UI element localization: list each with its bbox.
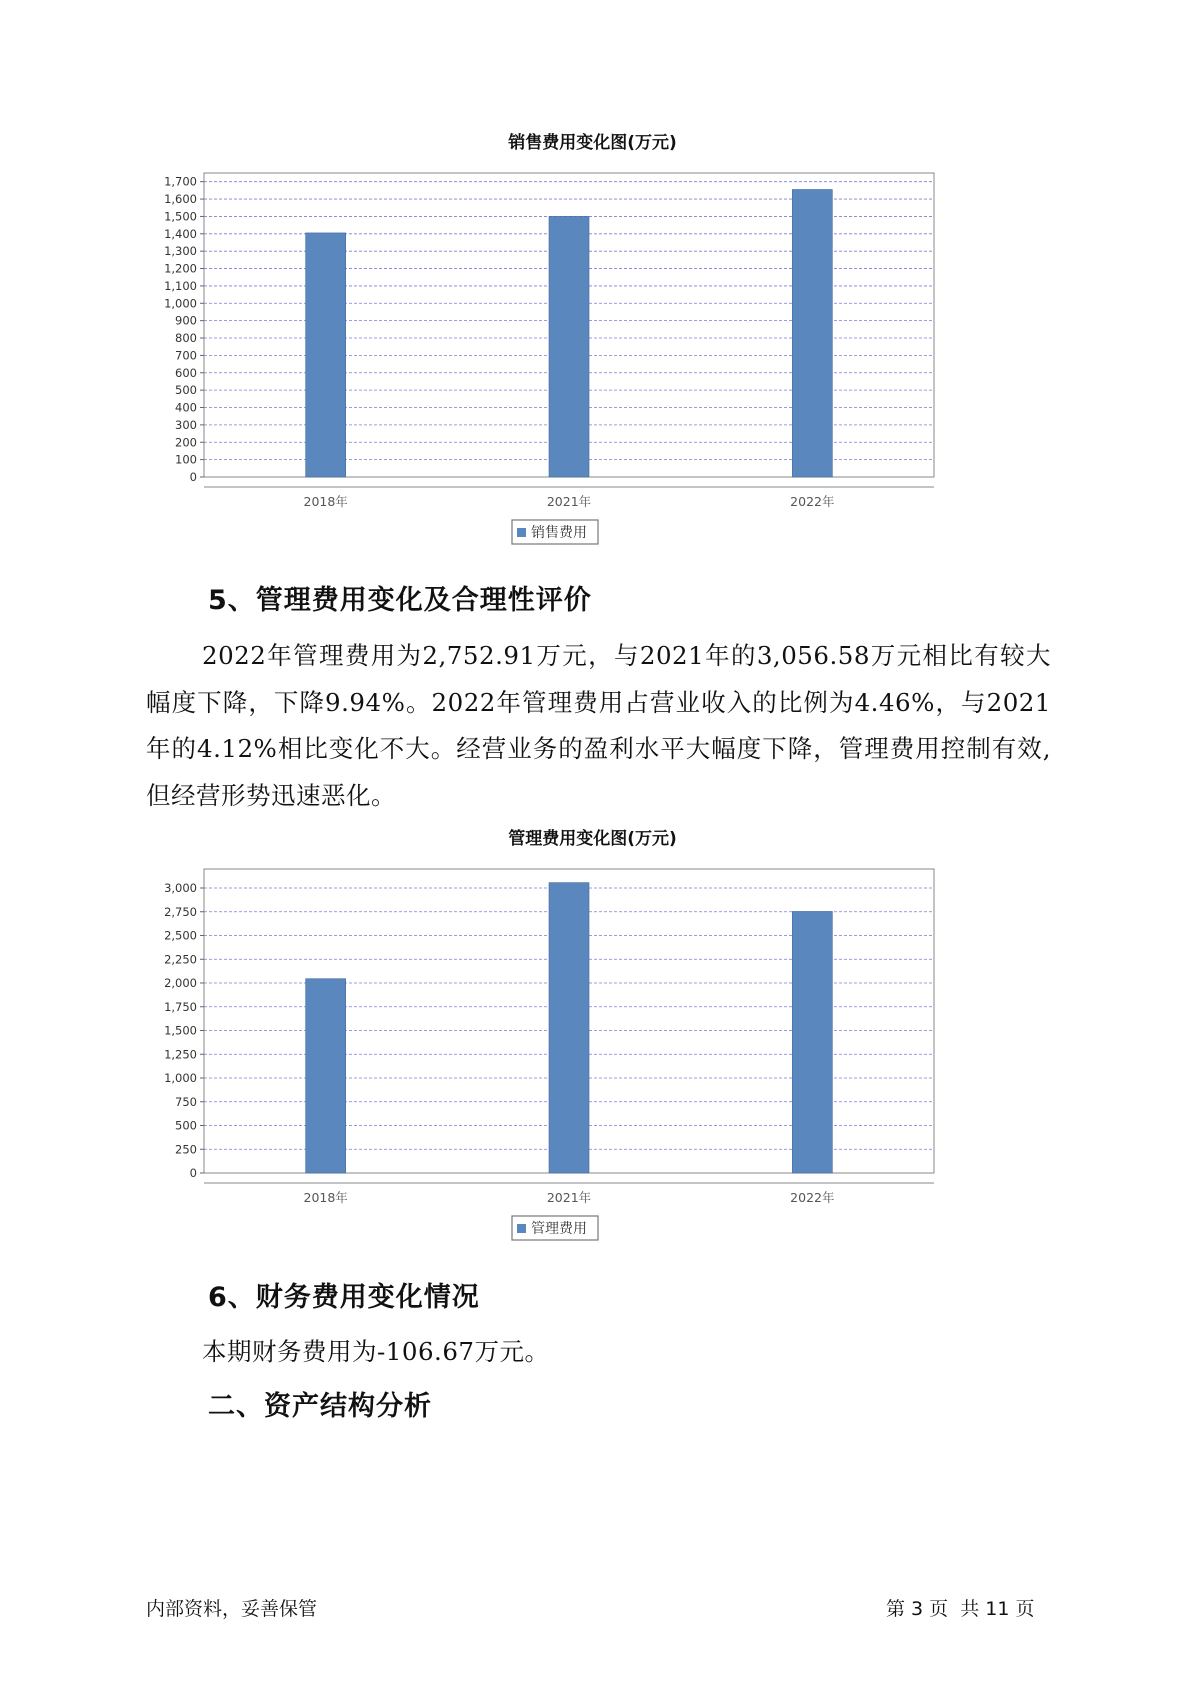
- legend: [512, 520, 598, 544]
- footer-left: 内部资料，妥善保管: [146, 1598, 318, 1620]
- y-tick-label: 0: [189, 1166, 197, 1180]
- y-tick-label: 750: [175, 1094, 197, 1109]
- bar: [549, 883, 589, 1173]
- y-tick-label: 1,500: [164, 1023, 197, 1038]
- legend-swatch: [517, 528, 526, 537]
- bar: [549, 216, 589, 477]
- x-tick-label: 2018年: [303, 494, 348, 509]
- y-tick-label: 200: [175, 435, 197, 450]
- y-tick-label: 250: [175, 1142, 197, 1157]
- section-6-title: 6、财务费用变化情况: [208, 1282, 480, 1313]
- y-tick-label: 100: [175, 452, 197, 467]
- x-tick-label: 2022年: [790, 1190, 835, 1205]
- x-tick-label: 2018年: [303, 1190, 348, 1205]
- x-tick-label: 2021年: [546, 494, 592, 509]
- y-tick-label: 500: [175, 383, 197, 398]
- bar: [306, 233, 346, 477]
- y-tick-label: 2,000: [164, 976, 197, 990]
- y-tick-label: 1,700: [164, 174, 197, 189]
- part-2-title: 二、资产结构分析: [208, 1391, 432, 1422]
- y-tick-label: 1,500: [164, 209, 197, 224]
- y-tick-label: 2,500: [164, 928, 197, 943]
- y-tick-label: 2,250: [164, 952, 197, 967]
- footer-right: 第 3 页 共 11 页: [886, 1598, 1035, 1620]
- y-tick-label: 300: [175, 417, 197, 432]
- y-tick-label: 900: [175, 313, 197, 328]
- bar: [792, 190, 832, 477]
- y-tick-label: 1,400: [164, 226, 197, 241]
- legend-label: 销售费用: [531, 525, 587, 541]
- admin-expense-chart-svg: [140, 862, 1040, 1282]
- bar: [792, 911, 832, 1173]
- section-6-body: 本期财务费用为-106.67万元。: [202, 1337, 550, 1366]
- bar: [306, 979, 346, 1173]
- x-tick-label: 2022年: [790, 494, 835, 509]
- legend-swatch: [517, 1224, 526, 1233]
- y-tick-label: 400: [175, 400, 197, 415]
- section-5-body: 2022年管理费用为2,752.91万元，与2021年的3,056.58万元相比有较大幅度下降，下降9.94%。2022年管理费用占营业收入的比例为4.46%，与2021年的4.12%相比变化不大。经营业务的盈利水平大幅度下降，管理费用控制有效,但经营形势迅速恶化。: [146, 641, 1051, 810]
- y-tick-label: 1,750: [164, 999, 197, 1014]
- sales-expense-chart-svg: [140, 166, 1040, 586]
- legend: [512, 1216, 598, 1240]
- section-5-title: 5、管理费用变化及合理性评价: [208, 585, 592, 616]
- y-tick-label: 0: [189, 470, 197, 484]
- y-tick-label: 1,000: [164, 296, 197, 311]
- y-tick-label: 1,300: [164, 244, 197, 259]
- y-tick-label: 1,250: [164, 1047, 197, 1062]
- y-tick-label: 1,600: [164, 192, 197, 207]
- y-tick-label: 600: [175, 365, 197, 380]
- legend-label: 管理费用: [531, 1221, 587, 1237]
- y-tick-label: 2,750: [164, 904, 197, 919]
- y-tick-label: 800: [175, 331, 197, 346]
- chart-title: 管理费用变化图(万元): [508, 829, 677, 849]
- chart-title: 销售费用变化图(万元): [508, 133, 677, 153]
- y-tick-label: 1,100: [164, 278, 197, 293]
- y-tick-label: 1,200: [164, 261, 197, 276]
- y-tick-label: 700: [175, 348, 197, 363]
- y-tick-label: 500: [175, 1118, 197, 1133]
- y-tick-label: 3,000: [164, 881, 197, 895]
- y-tick-label: 1,000: [164, 1071, 197, 1085]
- x-tick-label: 2021年: [546, 1190, 592, 1205]
